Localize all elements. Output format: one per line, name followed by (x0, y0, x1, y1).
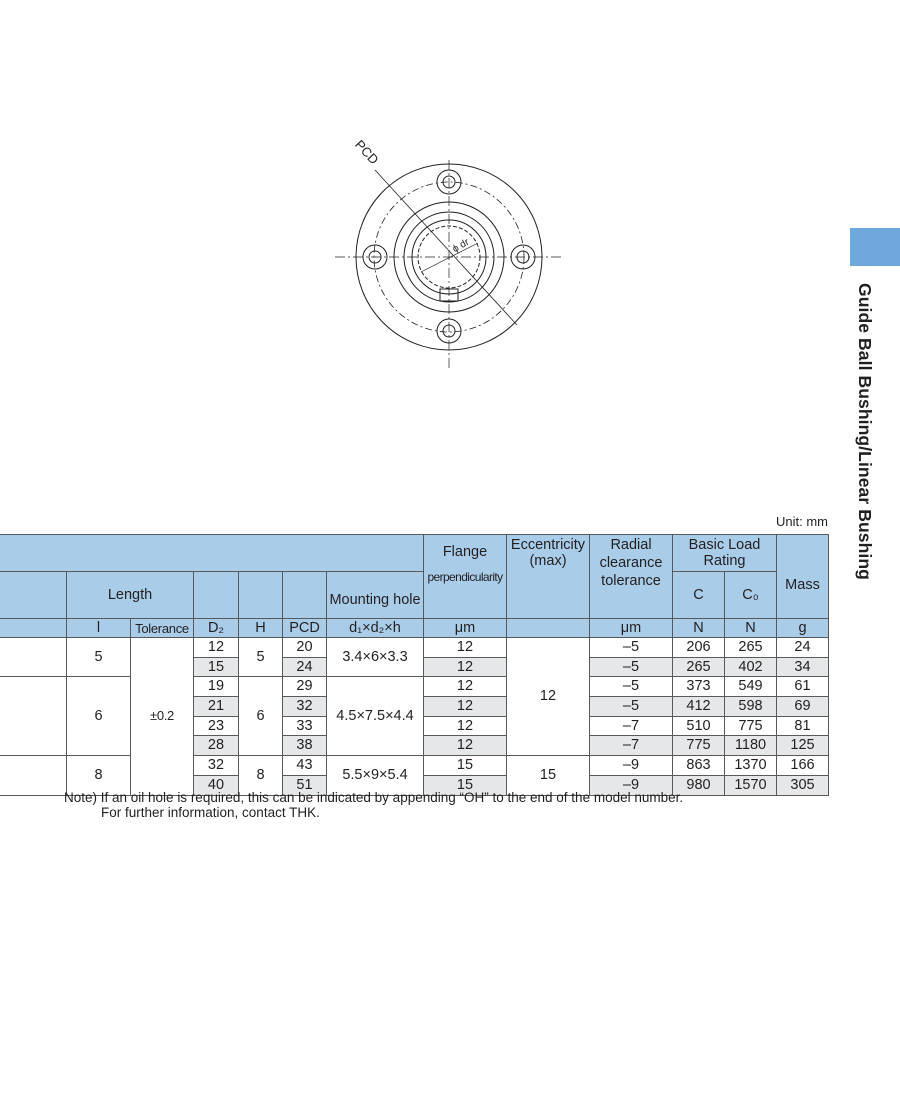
mounting-hole-header: Mounting hole (327, 572, 424, 619)
footnote-line-2: For further information, contact THK. (101, 804, 320, 820)
pcd-label: PCD (352, 136, 382, 168)
d2-header: D₂ (194, 619, 239, 638)
specification-table (0, 534, 829, 796)
table-row: 15 24 12 –5 265 402 34 (0, 657, 829, 677)
mount-dims-header: d₁×d₂×h (327, 619, 424, 638)
table-row: 5 ±0.2 12 5 20 3.4×6×3.3 12 12 –5 206 265 24 (0, 638, 829, 658)
c0-unit: N (725, 619, 777, 638)
h-header: H (239, 619, 283, 638)
table-row: 23 33 12 –7 510 775 81 (0, 716, 829, 736)
eccentricity-cell: 12 (507, 638, 590, 756)
length-header: Length (67, 572, 194, 619)
radial-clearance-header: Radial clearance tolerance (590, 535, 673, 619)
c0-header: C₀ (725, 572, 777, 619)
header-row-2 (0, 572, 829, 619)
radial-unit: μm (590, 619, 673, 638)
table-row: 28 38 12 –7 775 1180 125 (0, 736, 829, 756)
flange-perpendicularity-header: Flange perpendicularity (424, 535, 507, 619)
footnote-line-1: Note) If an oil hole is required, this can be indicated by appending “OH” to the end of the model number. (64, 790, 684, 805)
table-row: 6 19 6 29 4.5×7.5×4.4 12 –5 373 549 61 (0, 677, 829, 697)
table-row: 40 51 15 –9 980 1570 305 (0, 775, 829, 795)
footnote (64, 791, 683, 820)
mass-unit: g (777, 619, 829, 638)
flange-unit: μm (424, 619, 507, 638)
header-row-3 (0, 619, 829, 638)
unit-label: Unit: mm (776, 514, 828, 529)
header-row-1 (0, 535, 829, 572)
section-title: Guide Ball Bushing/Linear Bushing (855, 283, 875, 580)
eccentricity-header: Eccentricity (max) (507, 535, 590, 619)
basic-load-rating-header: Basic Load Rating (673, 535, 777, 572)
table-row: 8 32 8 43 5.5×9×5.4 15 15 –9 863 1370 166 (0, 756, 829, 776)
section-tab (850, 228, 900, 266)
flange-front-view-drawing (325, 135, 575, 375)
tolerance-cell: ±0.2 (131, 638, 194, 796)
c-header: C (673, 572, 725, 619)
mass-header: Mass (777, 535, 829, 619)
eccentricity-cell: 15 (507, 756, 590, 795)
pcd-header: PCD (283, 619, 327, 638)
tolerance-header: Tolerance (131, 619, 194, 638)
dr-label: ϕ dr (450, 236, 472, 256)
l-header: l (67, 619, 131, 638)
table-row: 21 32 12 –5 412 598 69 (0, 697, 829, 717)
c-unit: N (673, 619, 725, 638)
